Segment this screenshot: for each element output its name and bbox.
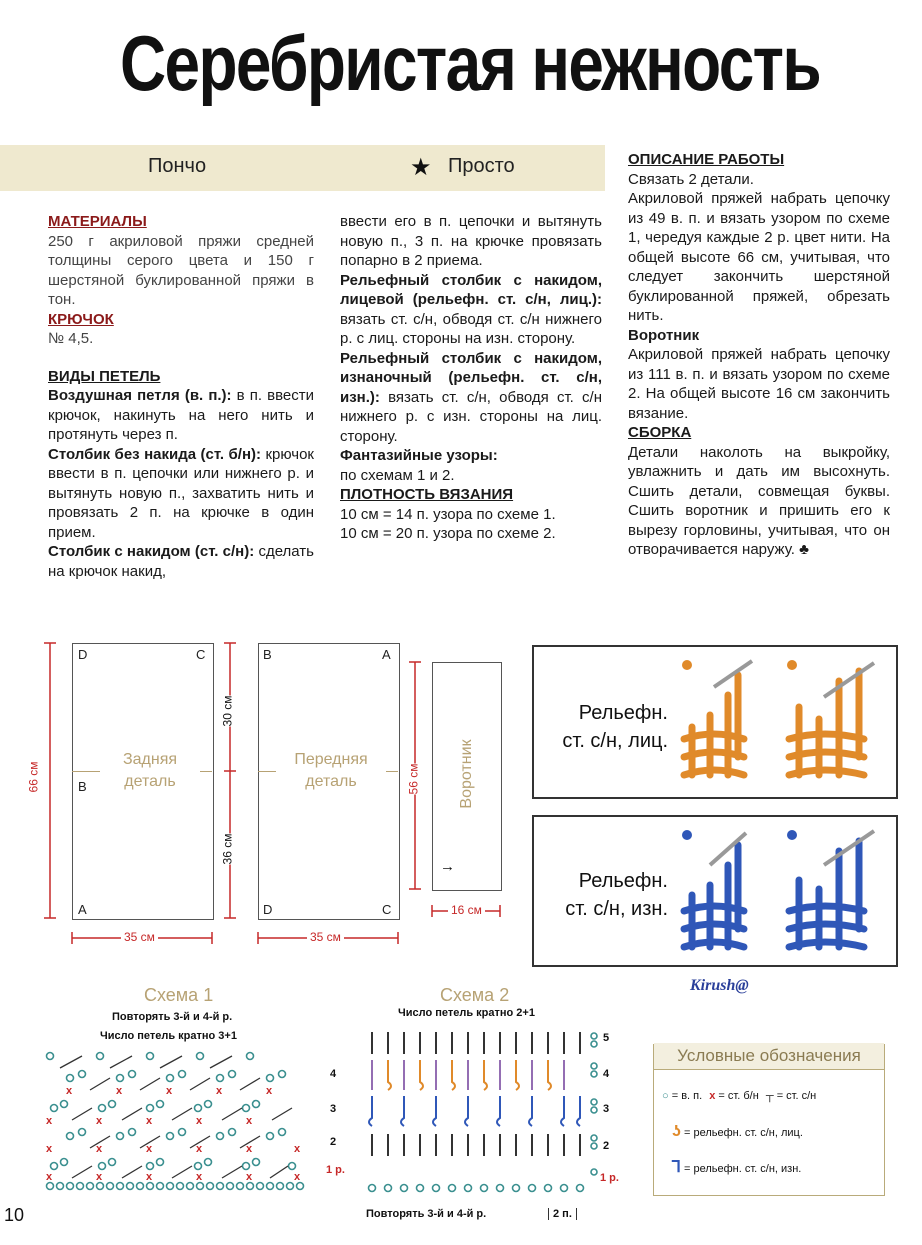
front-corner-c: C [382,902,392,917]
dim-35b: 35 см [307,930,344,944]
scheme2-repeat: Повторять 3-й и 4-й р. [366,1208,487,1220]
blue-stitch-illustration [674,825,889,957]
work-4 [628,443,890,560]
scheme2-repeat-width: 2 п. [548,1208,577,1220]
signature: Kirush@ [690,977,749,994]
density-heading: ПЛОТНОСТЬ ВЯЗАНИЯ [340,486,514,503]
stitches-heading: ВИДЫ ПЕТЕЛЬ [48,367,161,385]
work-1: Связать 2 детали. [628,170,754,188]
collar-label: Воротник [458,739,475,809]
sample-front-l2: ст. с/н, лиц. [562,730,668,752]
svg-text:x: x [246,1115,253,1127]
column-instructions [628,150,890,560]
svg-text:x: x [96,1115,103,1127]
page-title: Серебристая нежность [120,19,820,107]
sc-icon: x [709,1090,716,1102]
scheme2-title: Схема 2 [440,985,510,1005]
scheme1-row4: 4 [330,1068,337,1080]
svg-text:x: x [66,1085,73,1097]
back-corner-b: B [78,779,87,794]
scheme1-chart [42,1048,317,1193]
sample-back-l2: ст. с/н, изн. [565,898,668,920]
dim-66: 66 см [26,761,41,793]
stitch-chain-name: Воздушная петля (в. п.): [48,387,232,404]
dim-56: 56 см [406,763,421,795]
work-3: Акриловой пряжей набрать цепочку из 111 в. п. и вязать узором по схеме 2. На общей высоте 16 см закончить вязание. [628,346,890,422]
svg-text:x: x [196,1115,203,1127]
svg-text:x: x [166,1085,173,1097]
collar-heading: Воротник [628,326,700,344]
stitch-fpdc-name: Рельефный столбик с накидом, лицевой (рельефн. ст. с/н, лиц.): [340,271,602,308]
materials-heading: МАТЕРИАЛЫ [48,213,147,230]
dc-icon: ┬ [765,1090,774,1102]
assembly-text: Детали наколоть на выкройку, увлажнить и дать им высохнуть. Сшить детали, совмещая буквы. Сшить воротник и пришить его к вырезу горловины, учитывая, что он отворачивается наружу. [628,443,890,558]
legend-box [653,1044,885,1196]
dc-cont-text: ввести его в п. цепочки и вытянуть новую п., 3 п. на крючке провязать попарно в 2 приема. [340,213,602,269]
front-corner-a: A [382,647,391,662]
scheme2-row5: 5 [603,1032,610,1044]
svg-text:x: x [294,1143,301,1155]
scheme1-row2: 2 [330,1136,337,1148]
svg-text:x: x [246,1171,253,1183]
back-corner-a: A [78,902,87,917]
svg-text:x: x [146,1143,153,1155]
stitch-fpdc-desc: вязать ст. с/н, обводя ст. с/н нижнего р. с лиц. стороны на изн. сторону. [340,310,602,347]
front-label-1: Передняя [294,751,368,768]
stitch-dc-name: Столбик с накидом (ст. с/н): [48,543,255,560]
svg-text:x: x [294,1171,301,1183]
legend-title: Условные обозначения [654,1043,884,1070]
back-label-2: деталь [124,773,176,790]
front-label-2: деталь [305,773,357,790]
svg-text:x: x [246,1143,253,1155]
sample-front-l1: Рельефн. [578,702,668,724]
sample-back-post [532,815,898,967]
svg-text:x: x [46,1171,53,1183]
stitch-sc-desc: крючок ввести в п. цепочки или нижнего р. и вытянуть новую п., захватить нить и провязать 2 п. на крючке в один прием. [48,445,314,541]
materials-text: 250 г акриловой пряжи средней толщины серого цвета и 150 г шерстяной буклированной пряжи в тон. [48,232,314,308]
fancy-text: по схемам 1 и 2. [340,466,455,484]
work-2: Акриловой пряжей набрать цепочку из 49 в. п. и вязать узором по схеме 1, чередуя каждые 2 р. цвет нити. На общей высоте 66 см, учитывая, что следует закончить шерстяной буклированной пряжей, обрезать нить. [628,190,890,324]
front-corner-d: D [263,902,273,917]
stitch-dc-desc: сделать на крючок накид, [48,543,314,580]
scheme2-row4: 4 [603,1068,610,1080]
scheme1-multiple: Число петель кратно 3+1 [100,1030,237,1042]
legend-back-post: = рельефн. ст. с/н, изн. [683,1163,802,1175]
svg-text:x: x [46,1143,53,1155]
svg-text:x: x [46,1115,53,1127]
sample-back-l1: Рельефн. [578,870,668,892]
assembly-heading: СБОРКА [628,424,692,441]
page-number: 10 [4,1205,25,1225]
svg-text:x: x [196,1171,203,1183]
sample-back-label [548,867,668,923]
chain-icon: ○ [662,1090,669,1102]
orange-stitch-illustration [674,657,889,787]
scheme2-row1: 1 р. [600,1172,619,1184]
dim-36: 36 см [220,833,235,865]
scheme1-row3: 3 [330,1103,337,1115]
dim-16: 16 см [448,903,485,917]
svg-text:x: x [96,1171,103,1183]
stitch-bpdc-name: Рельефный столбик с накидом, изнаночный (рельефн. ст. с/н, изн.): [340,349,602,406]
scheme1-repeat: Повторять 3-й и 4-й р. [112,1011,233,1023]
svg-text:x: x [116,1085,123,1097]
legend-chain: = в. п. [671,1090,703,1102]
dim-30: 30 см [220,695,235,727]
svg-text:x: x [146,1171,153,1183]
scheme2-row2: 2 [603,1140,610,1152]
hook-heading: КРЮЧОК [48,310,114,328]
svg-text:x: x [96,1143,103,1155]
svg-text:x: x [266,1085,273,1097]
legend-row-front [672,1123,803,1141]
sample-front-post [532,645,898,799]
scheme2-row3: 3 [603,1103,610,1115]
sample-front-label [548,699,668,755]
stitch-sc-name: Столбик без накида (ст. б/н): [48,445,261,463]
svg-text:x: x [216,1085,223,1097]
hook-text: № 4,5. [48,330,94,347]
scheme1-title: Схема 1 [144,985,214,1005]
scheme1-row1: 1 р. [326,1164,345,1176]
dim-35a: 35 см [121,930,158,944]
back-corner-c: C [196,647,206,662]
star-icon: ★ [410,154,432,181]
stitch-chain-desc: в п. ввести крючок, накинуть на него нить и протянуть через п. [48,387,315,443]
front-post-icon: ʖ [672,1123,681,1140]
subtitle-difficulty: Просто [448,155,515,177]
stitch-bpdc-desc: вязать ст. с/н, обводя ст. с/н нижнего р. с изн. стороны на лиц. сторону. [340,388,602,445]
legend-sc: = ст. б/н [718,1090,759,1102]
back-post-icon: Ꞁ [672,1159,681,1176]
fancy-heading: Фантазийные узоры: [340,447,498,464]
subtitle-poncho: Пончо [148,155,207,177]
legend-row-basic [662,1090,816,1102]
legend-dc: = ст. с/н [776,1090,817,1102]
svg-text:x: x [146,1115,153,1127]
column-stitches [340,212,602,544]
column-materials [48,212,314,581]
legend-front-post: = рельефн. ст. с/н, лиц. [683,1127,803,1139]
back-corner-d: D [78,647,88,662]
arrow-right-icon: → [440,858,455,875]
dimension-lines [30,630,520,950]
density-2: 10 см = 20 п. узора по схеме 2. [340,525,556,542]
back-label-1: Задняя [122,751,178,768]
density-1: 10 см = 14 п. узора по схеме 1. [340,505,556,523]
scheme2-multiple: Число петель кратно 2+1 [398,1007,535,1019]
legend-row-back [672,1157,801,1177]
svg-text:x: x [196,1143,203,1155]
front-corner-b: B [263,647,272,662]
work-heading: ОПИСАНИЕ РАБОТЫ [628,151,785,168]
club-icon: ♣ [799,541,809,558]
